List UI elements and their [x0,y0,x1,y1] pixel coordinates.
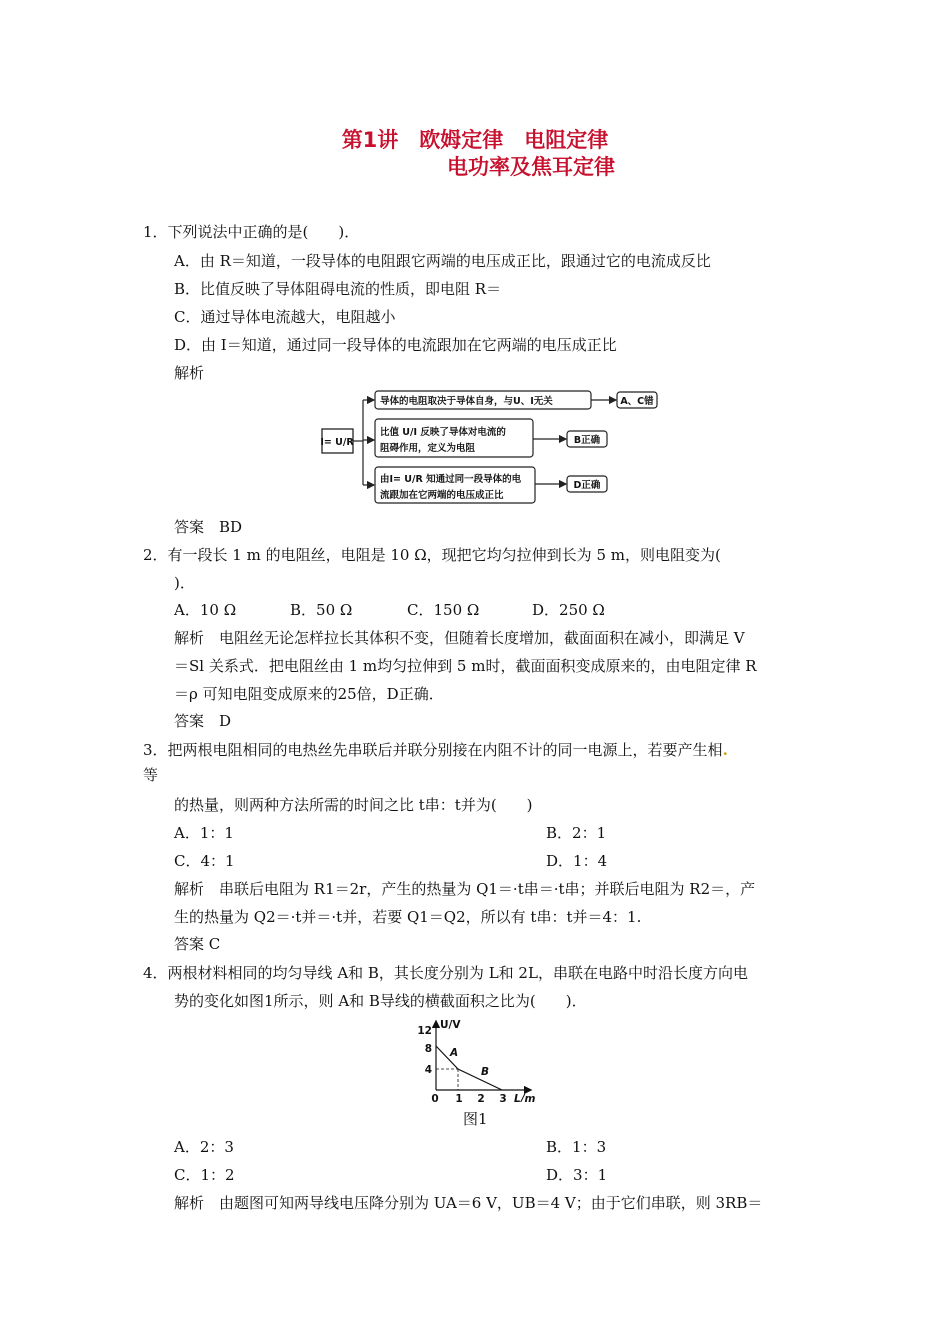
q2-analysis-line-1: 解析 电阻丝无论怎样拉长其体积不变，但随着长度增加，截面面积在减小，即满足 V [174,629,745,647]
q3-option-a: A．1：1 [174,824,234,842]
q2-option-c: C．150 Ω [407,601,480,619]
bottom-result-text: D正确 [573,480,601,491]
q1-option-a: A．由 R＝知道，一段导体的电阻跟它两端的电压成正比，跟通过它的电流成反比 [174,252,711,270]
y-tick-12: 12 [417,1025,432,1037]
middle-explanation-line-2: 阻碍作用，定义为电阻 [380,443,476,454]
q1-analysis-diagram [318,388,663,506]
x-tick-3: 3 [499,1093,507,1102]
middle-result-text: B正确 [573,435,601,446]
q3-answer: 答案 C [174,935,221,953]
q1-option-d: D．由 I＝知道，通过同一段导体的电流跟加在它两端的电压成正比 [174,336,617,354]
q4-figure-graph [410,1016,536,1102]
x-tick-0: 0 [431,1093,439,1102]
q3-stem-line-2: 等 [143,766,159,784]
potential-line [436,1046,502,1090]
q4-option-a: A．2：3 [174,1138,234,1156]
q4-stem-line-2: 势的变化如图1所示，则 A和 B导线的横截面积之比为( )． [174,992,587,1010]
q2-option-a: A．10 Ω [174,601,237,619]
formula-text: I= U/R [320,437,354,448]
q3-analysis-line-1: 解析 串联后电阻为 R1＝2r，产生的热量为 Q1＝·t串＝·t串；并联后电阻为 R2＝，产 [174,880,756,898]
y-tick-4: 4 [424,1064,432,1076]
q4-analysis: 解析 由题图可知两导线电压降分别为 UA＝6 V，UB＝4 V；由于它们串联，则 3RB＝ [174,1194,763,1212]
bottom-explanation-line-1: 由I= U/R 知通过同一段导体的电 [380,474,522,485]
q2-analysis-line-3: ＝ρ 可知电阻变成原来的25倍，D正确． [174,685,444,703]
q2-stem-line-2: )． [174,574,195,592]
page-title-line-1: 第1讲 欧姆定律 电阻定律 [341,128,609,152]
q3-stem-line-1: 3．把两根电阻相同的电热丝先串联后并联分别接在内阻不计的同一电源上，若要产生相. [143,741,728,759]
top-explanation-text: 导体的电阻取决于导体自身，与U、I无关 [380,396,553,407]
q3-stem-line-3: 的热量，则两种方法所需的时间之比 t串：t并为( ) [174,796,533,814]
q1-analysis-label: 解析 [174,364,205,382]
q2-answer: 答案 D [174,712,232,730]
segment-label-a: A [450,1047,459,1059]
x-axis-label: L/m [514,1093,536,1102]
q1-option-b: B．比值反映了导体阻碍电流的性质，即电阻 R＝ [174,280,502,298]
y-axis-label: U/V [440,1019,461,1031]
q4-option-d: D．3：1 [546,1166,608,1184]
x-tick-1: 1 [455,1093,463,1102]
x-tick-2: 2 [477,1093,485,1102]
top-result-text: A、C错 [620,396,654,407]
q3-stem-mark: . [722,741,728,759]
q2-option-d: D．250 Ω [532,601,605,619]
q4-stem-line-1: 4．两根材料相同的均匀导线 A和 B，其长度分别为 L和 2L，串联在电路中时沿长度方向电 [143,964,748,982]
y-tick-8: 8 [424,1043,432,1055]
q4-figure-caption: 图1 [463,1110,488,1128]
q3-analysis-line-2: 生的热量为 Q2＝·t并＝·t并，若要 Q1＝Q2，所以有 t串：t并＝4：1. [174,908,642,926]
q2-stem-line-1: 2．有一段长 1 m 的电阻丝，电阻是 10 Ω，现把它均匀拉伸到长为 5 m，则电阻变为( [143,546,721,564]
page-title-line-2: 电功率及焦耳定律 [447,155,615,179]
middle-explanation-line-1: 比值 U/I 反映了导体对电流的 [380,427,506,438]
segment-label-b: B [481,1066,490,1078]
q3-option-d: D．1：4 [546,852,608,870]
q1-stem: 1．下列说法中正确的是( )． [143,223,360,241]
q3-option-c: C．4：1 [174,852,235,870]
q3-option-b: B．2：1 [546,824,607,842]
q2-analysis-line-2: ＝Sl 关系式．把电阻丝由 1 m均匀拉伸到 5 m时，截面面积变成原来的，由电阻定律 R [174,657,757,675]
q2-option-b: B．50 Ω [290,601,353,619]
q1-option-c: C．通过导体电流越大，电阻越小 [174,308,396,326]
q4-option-b: B．1：3 [546,1138,607,1156]
q4-option-c: C．1：2 [174,1166,235,1184]
bottom-explanation-line-2: 流跟加在它两端的电压成正比 [380,490,504,501]
q1-answer: 答案 BD [174,518,243,536]
